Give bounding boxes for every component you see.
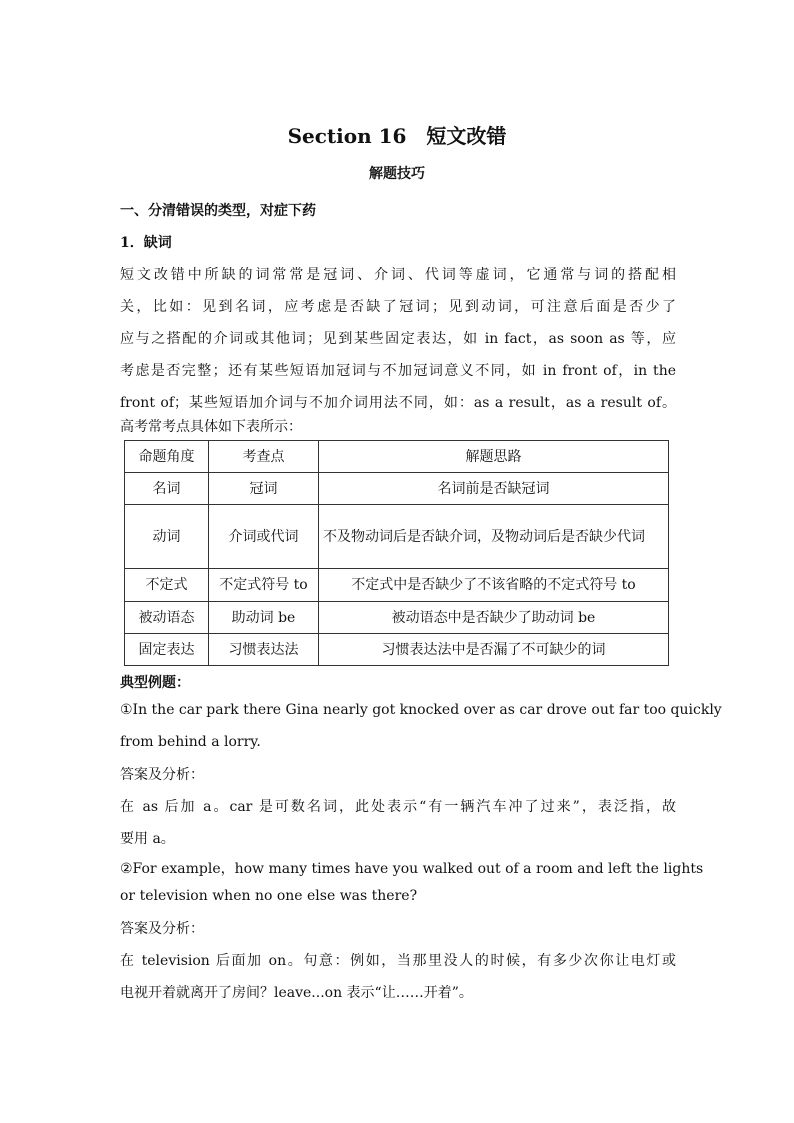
table-header-row xyxy=(125,441,669,473)
intro-line: 应与之搭配的介词或其他词；见到某些固定表达，如 in fact，as soon as 等，应 xyxy=(120,331,676,347)
table-cell: 习惯表达法 xyxy=(209,634,319,666)
table-row xyxy=(125,634,669,666)
intro-line: 短文改错中所缺的词常常是冠词、介词、代词等虚词，它通常与词的搭配相 xyxy=(120,267,676,283)
example-1-answer-label: 答案及分析： xyxy=(120,767,204,783)
section-heading: 一、分清错误的类型，对症下药 xyxy=(120,203,316,219)
table-row xyxy=(125,569,669,602)
table-cell: 冠词 xyxy=(209,473,319,505)
table-row xyxy=(125,505,669,569)
table-row xyxy=(125,602,669,634)
table-cell: 不及物动词后是否缺介词，及物动词后是否缺少代词 xyxy=(319,505,669,569)
table-cell: 不定式中是否缺少了不该省略的不定式符号 to xyxy=(319,569,669,602)
table-header-cell: 考查点 xyxy=(209,441,319,473)
example-2-line: or television when no one else was there? xyxy=(120,888,418,904)
example-1-line: from behind a lorry. xyxy=(120,734,261,750)
intro-line: 关，比如：见到名词，应考虑是否缺了冠词；见到动词，可注意后面是否少了 xyxy=(120,299,676,315)
example-2-answer-line: 在 television 后面加 on。句意：例如，当那里没人的时候，有多少次你让电灯或 xyxy=(120,953,676,969)
table-cell: 助动词 be xyxy=(209,602,319,634)
table-cell: 名词 xyxy=(125,473,209,505)
example-1-answer-line: 在 as 后加 a。car 是可数名词，此处表示“有一辆汽车冲了过来”，表泛指，故 xyxy=(120,799,676,815)
example-2-line: ②For example，how many times have you walked out of a room and left the lights xyxy=(120,861,704,877)
table-cell: 被动语态中是否缺少了助动词 be xyxy=(319,602,669,634)
example-1-line: ①In the car park there Gina nearly got knocked over as car drove out far too quickly xyxy=(120,702,722,718)
exam-points-table xyxy=(124,440,669,666)
examples-heading: 典型例题： xyxy=(120,675,190,691)
example-1-answer-line: 要用 a。 xyxy=(120,831,175,847)
example-2-answer-line: 电视开着就离开了房间？leave...on 表示“让……开着”。 xyxy=(120,985,473,1001)
table-cell: 动词 xyxy=(125,505,209,569)
table-cell: 固定表达 xyxy=(125,634,209,666)
table-cell: 习惯表达法中是否漏了不可缺少的词 xyxy=(319,634,669,666)
table-header-cell: 命题角度 xyxy=(125,441,209,473)
example-2-answer-label: 答案及分析： xyxy=(120,921,204,937)
table-row xyxy=(125,473,669,505)
table-cell: 不定式符号 to xyxy=(209,569,319,602)
table-cell: 不定式 xyxy=(125,569,209,602)
intro-line: front of；某些短语加介词与不加介词用法不同，如：as a result，as a result of。 xyxy=(120,395,676,411)
table-cell: 被动语态 xyxy=(125,602,209,634)
page-title: Section 16 短文改错 xyxy=(287,124,507,148)
table-cell: 名词前是否缺冠词 xyxy=(319,473,669,505)
table-cell: 介词或代词 xyxy=(209,505,319,569)
intro-line: 高考常考点具体如下表所示： xyxy=(120,419,302,435)
table-header-cell: 解题思路 xyxy=(319,441,669,473)
page-subtitle: 解题技巧 xyxy=(369,166,425,182)
sub-heading: 1．缺词 xyxy=(120,235,172,251)
intro-line: 考虑是否完整；还有某些短语加冠词与不加冠词意义不同，如 in front of，in the xyxy=(120,363,676,379)
